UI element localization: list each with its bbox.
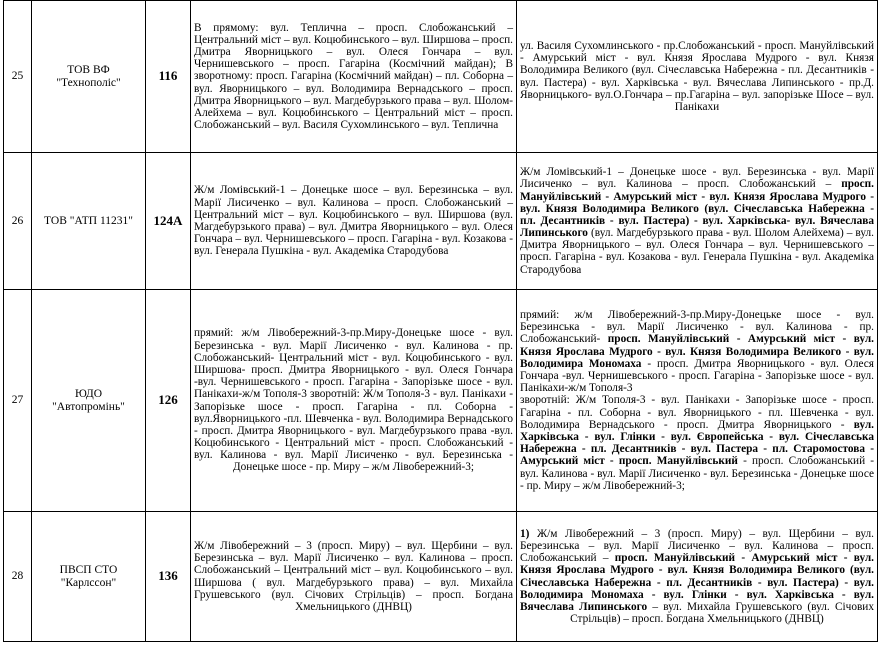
new-route-cell: [517, 512, 878, 642]
existing-route-cell: Ж/м Лівобережний – 3 (просп. Миру) – вул. Щербини – вул. Березинська – вул. Марії Лисиченко – вул. Калинова – просп. Слобожанський – Центральний міст – вул. Коцюбинського – вул. Ширшова ( вул. Магдебурзького права) – вул. Михайла Грушевського (вул. Січових Стрільців) – просп. Богдана Хмельницького (ДНВЦ): [191, 512, 517, 642]
route-table-body: [4, 1, 878, 642]
route-segment-changed: просп. Мануйлівський - Амурський міст - вул. Князя Ярослава Мудрого - вул. Князя Володимира Великого (вул. Січеславська Набережна - пл. Десантників - вул. Пастера) - вул. Володимира Мономаха - вул. Глінки - вул. Харківська - вул. Вячеслава Липинського: [520, 552, 874, 613]
route-segment: - просп. Дмитра Яворницького - вул. Олеся Гончара -вул. Чернишевського - просп. Гагаріна - Запорізьке шосе - вул. Панікахи-ж/м Тополя-3: [520, 357, 874, 395]
route-segment: Ж/м Лівобережний – 3 (просп. Миру) – вул. Щербини – вул. Березинська – вул. Марії Лисиченко – вул. Калинова – просп. Слобожанський –: [520, 527, 874, 565]
route-segment: зворотній: Ж/м Тополя-3 - вул. Панікахи - Запорізьке шосе - просп. Гагаріна - пл. Соборна - вул. Яворницького - пл. Шевченка - вул. Володимира Вернадського - просп. Дмитра Яворницького -: [520, 394, 874, 431]
carrier-cell: [32, 512, 146, 642]
row-number-cell: 26: [4, 153, 32, 290]
carrier-cell: [32, 290, 146, 512]
table-row: [4, 512, 878, 642]
carrier-cell: [32, 1, 146, 153]
route-number-cell: 126: [146, 290, 191, 512]
route-segment-changed: 1): [520, 527, 537, 540]
route-number-cell: 116: [146, 1, 191, 153]
carrier-name-line-1: ТОВ ВФ: [67, 64, 110, 77]
route-segment: - просп. Слобожанський - вул. Калинова - вул. Марії Лисиченко - вул. Березинська - Донецьке шосе - пр. Миру – ж/м Лівобережний-3;: [520, 455, 874, 492]
table-row: [4, 153, 878, 290]
row-number-cell: 25: [4, 1, 32, 153]
route-segment: ул. Василя Сухомлинського - пр.Слобожанський - просп. Мануйлівський - Амурський міст - вул. Князя Ярослава Мудрого - вул. Князя Володимира Великого (вул. Січеславська Набережна - пл. Десантників - вул. Пастера) - вул. Харківська - вул. Вячеслава Липинського - пр.Д. Яворницького- вул.О.Гончара – пр.Гагаріна – вул. запорізьке Шосе – вул. Панікахи: [520, 39, 874, 113]
carrier-name-line-2: "Карлссон": [60, 576, 117, 589]
route-segment-changed: просп. Мануйлівський - Амурський міст - вул. Князя Ярослава Мудрого - вул. Князя Володимира Великого (вул. Січеславська Набережна - пл. Десантників - вул. Пастера) - вул. Харківська- вул. Вячеслава Липинського: [520, 178, 874, 240]
route-number-cell: 136: [146, 512, 191, 642]
new-route-cell: [517, 153, 878, 290]
existing-route-cell: прямий: ж/м Лівобережний-3-пр.Миру-Донецьке шосе - вул. Березинська - вул. Марії Лисиченко - вул. Калинова - пр. Слобожанський- Центральний міст - вул. Коцюбинського - вул. Ширшова- просп. Дмитра Яворницького - вул. Олеся Гончара -вул. Чернишевського - просп. Гагаріна - Запорізьке шосе - вул. Панікахи-ж/м Тополя-3 зворотній: Ж/м Тополя-3 - вул. Панікахи - Запорізьке шосе - просп. Гагаріна - пл. Соборна - вул.Яворницького -пл. Шевченка - вул. Володимира Вернадського - просп. Дмитра Яворницького - вул. Магдебурзького права -вул. Коцюбинського - Центральний міст - просп. Слобожанський - вул. Калинова - вул. Марії Лисиченко - вул. Березинська - Донецьке шосе - пр. Миру – ж/м Лівобережний-3;: [191, 290, 517, 512]
carrier-name-line-1: ТОВ "АТП 11231": [44, 214, 133, 227]
carrier-name-line-1: ЮДО: [74, 388, 103, 401]
carrier-name-line-2: "Технополіс": [56, 76, 121, 89]
route-number-cell: 124А: [146, 153, 191, 290]
route-segment: – вул. Михайла Грушевського (вул. Січових Стрільців) – просп. Богдана Хмельницького (ДНВЦ): [570, 600, 875, 626]
existing-route-cell: Ж/м Ломівський-1 – Донецьке шосе – вул. Березинська – вул. Марії Лисиченко – вул. Калинова – просп. Слобожанський – Центральний міст – вул. Коцюбинського – вул. Ширшова (вул. Магдебурзького права) – вул. Дмитра Яворницького – вул. Олеся Гончара – вул. Чернишевського – просп. Гагаріна - вул. Козакова - вул. Генерала Пушкіна - вул. Академіка Стародубова: [191, 153, 517, 290]
route-segment-changed: просп. Мануйлівський - Амурський міст - вул. Князя Ярослава Мудрого - вул. Князя Володимира Великого - вул. Володимира Мономаха: [520, 333, 875, 370]
route-table: [3, 0, 878, 642]
route-segment: Ж/м Ломівський-1 – Донецьке шосе - вул. Березинська - вул. Марії Лисиченко – вул. Калинова – просп. Слобожанський –: [520, 166, 874, 191]
carrier-name-line-2: "Автопромінь": [52, 400, 125, 413]
new-route-cell: [517, 1, 878, 153]
table-row: [4, 290, 878, 512]
existing-route-cell: В прямому: вул. Теплична – просп. Слобожанський – Центральний міст – вул. Коцюбинського – вул. Ширшова – просп. Дмитра Яворницького – вул. Олеся Гончара – вул. Чернишевського – просп. Гагаріна (Космічний майдан); В зворотному: просп. Гагаріна (Космічний майдан) – пл. Соборна – вул. Яворницького – вул. Володимира Вернадського – просп. Дмитра Яворницького – вул. Магдебурзького права – вул. Шолом-Алейхема – вул. Коцюбинського – Центральний міст – просп. Слобожанський – вул. Василя Сухомлинського – вул. Теплична: [191, 1, 517, 153]
table-row: [4, 1, 878, 153]
row-number-cell: 28: [4, 512, 32, 642]
row-number-cell: 27: [4, 290, 32, 512]
carrier-name-line-1: ПВСП СТО: [59, 564, 118, 577]
route-segment: (вул. Магдебурзького права - вул. Шолом Алейхема) – вул. Дмитра Яворницького – вул. Олеся Гончара – вул. Чернишевського – просп. Гагаріна - вул. Козакова - вул. Генерала Пушкіна - вул. Академіка Стародубова: [520, 227, 874, 276]
carrier-cell: [32, 153, 146, 290]
new-route-cell: [517, 290, 878, 512]
route-segment: прямий: ж/м Лівобережний-3-пр.Миру-Донецьке шосе - вул. Березинська - вул. Марії Лисиченко - вул. Калинова - пр. Слобожанський-: [520, 309, 874, 346]
route-segment-changed: вул. Харківська - вул. Глінки - вул. Європейська - вул. Січеславська Набережна - пл. Десантників - вул. Пастера - пл. Старомостова - Амурський міст - просп. Мануйлівський: [520, 418, 874, 468]
